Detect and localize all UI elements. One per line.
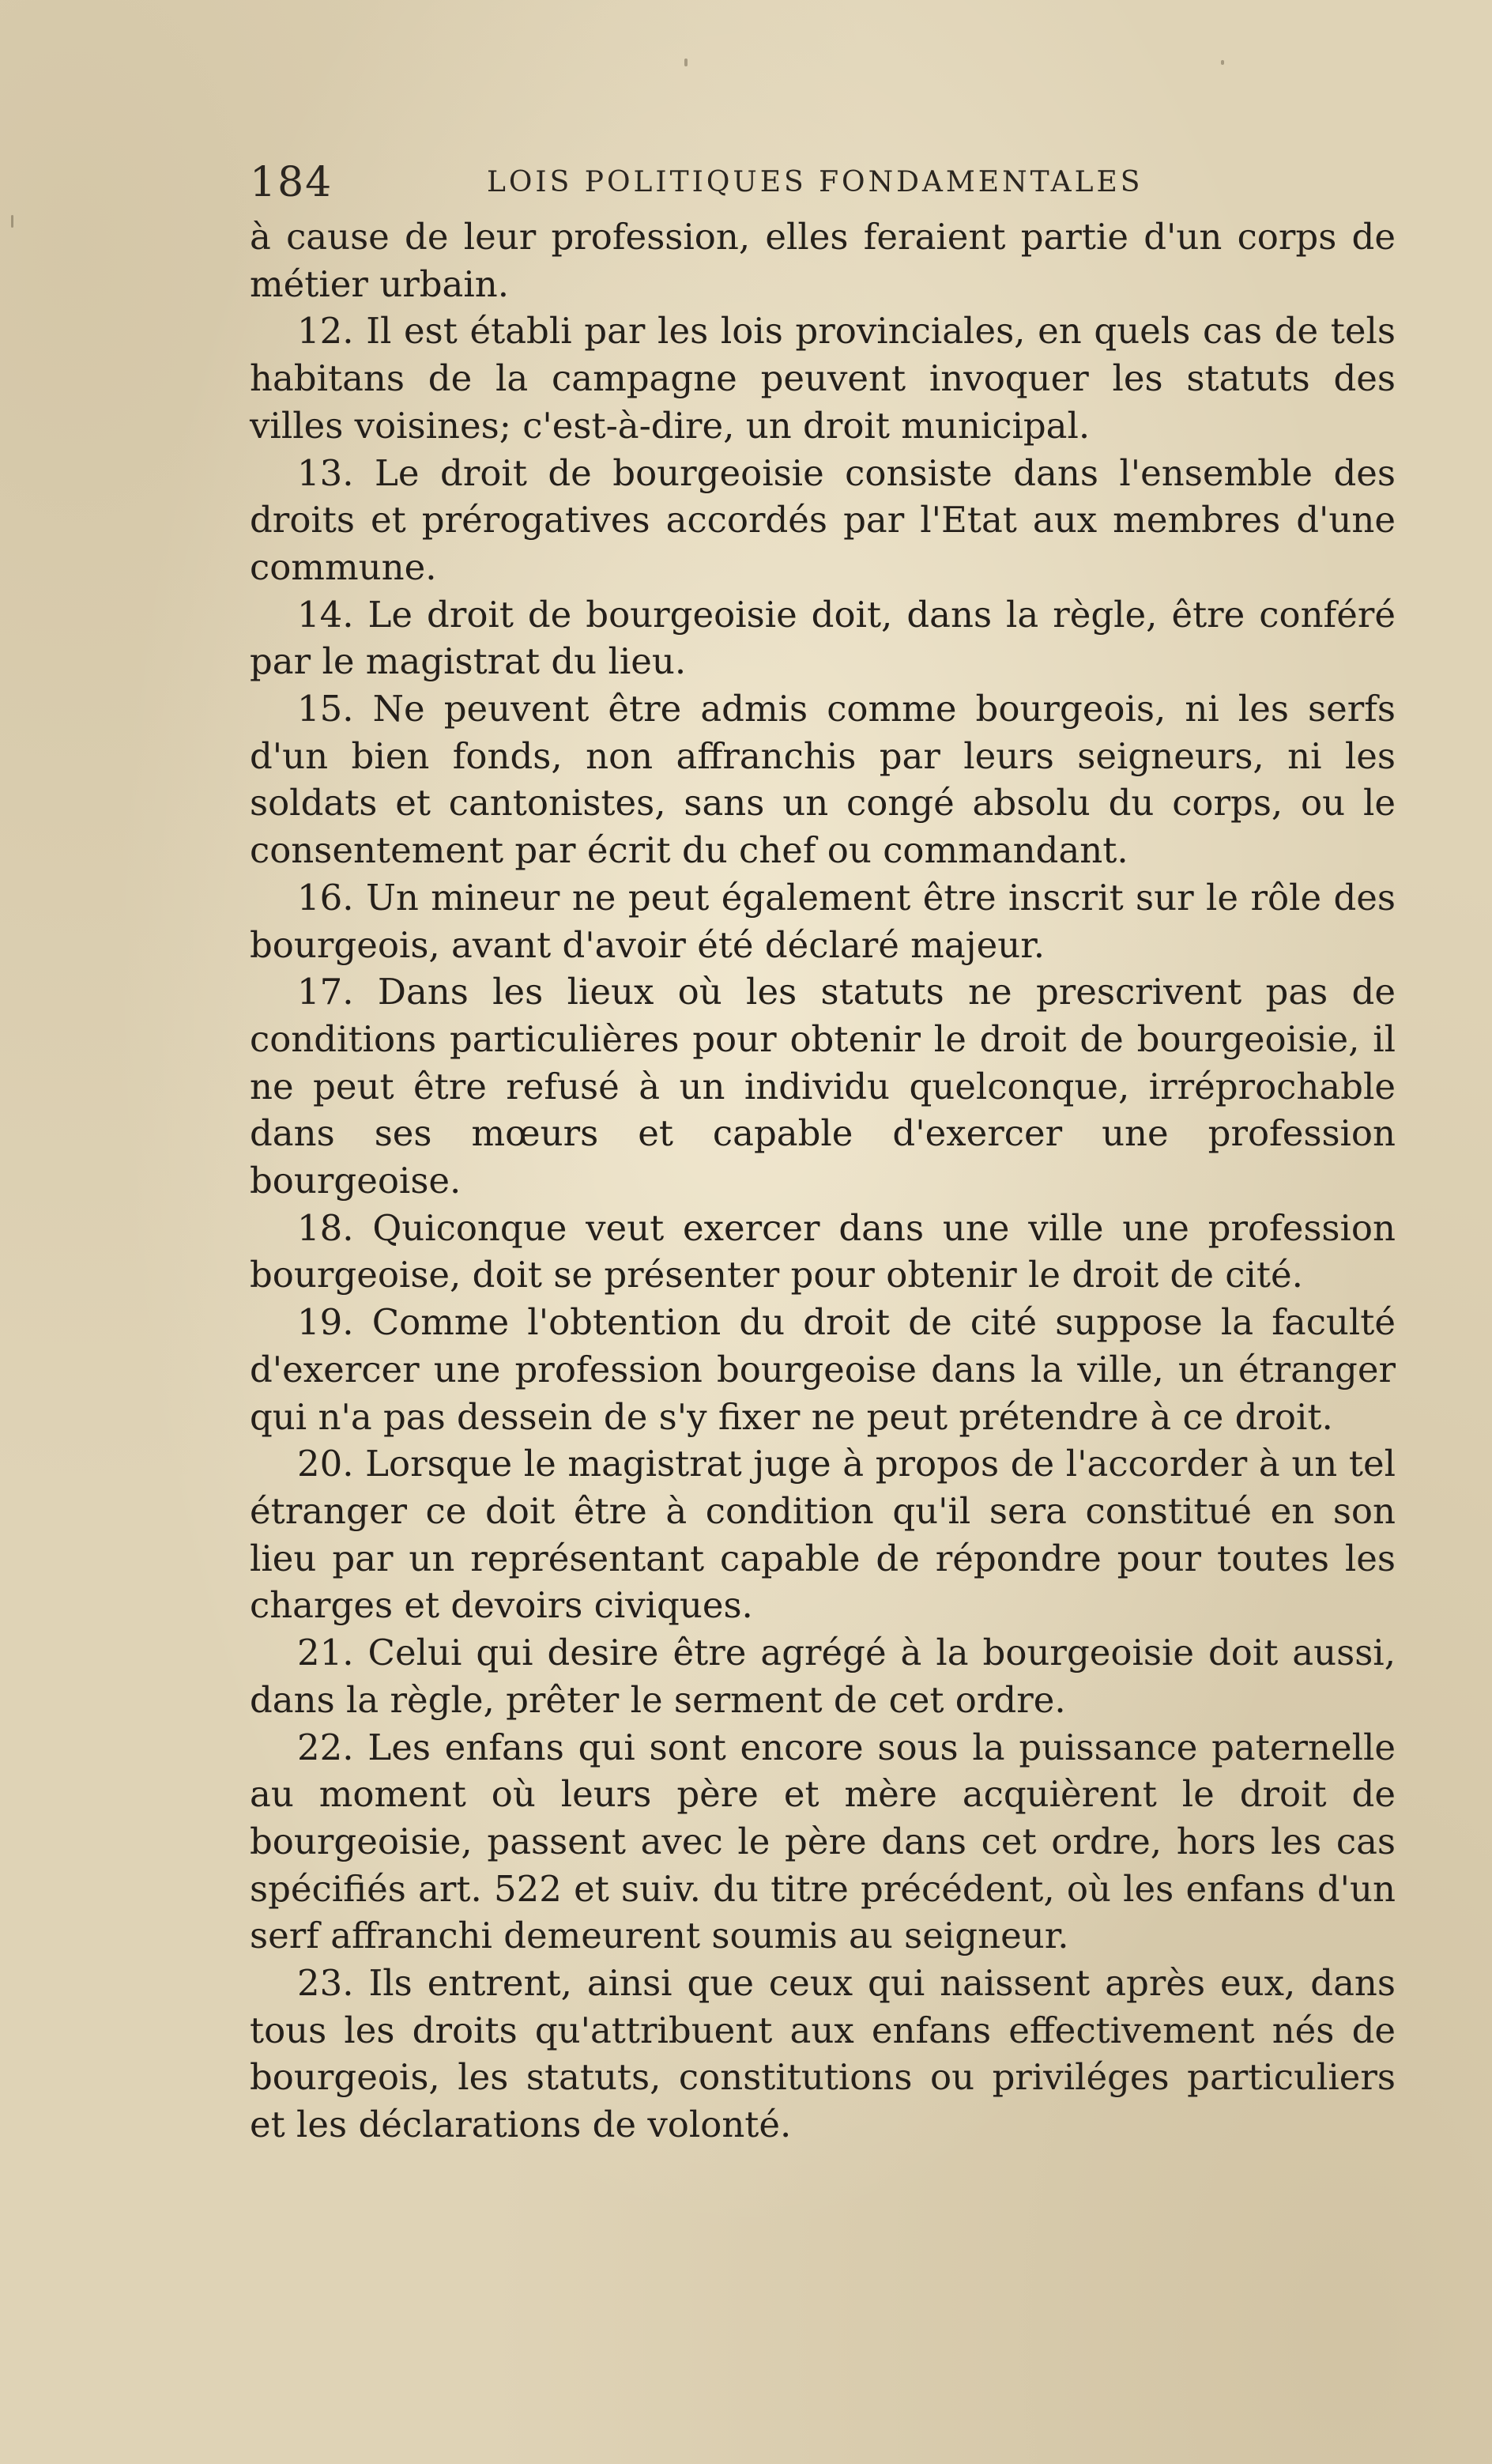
paragraph-continuation: à cause de leur profession, elles feraient partie d'un corps de métier urbain. xyxy=(250,216,1396,305)
paragraph-article-21: 21. Celui qui desire être agrégé à la bourgeoisie doit aussi, dans la règle, prêter le serment de cet ordre. xyxy=(250,1632,1396,1721)
paragraph-article-14: 14. Le droit de bourgeoisie doit, dans la règle, être conféré par le magistrat du lieu. xyxy=(250,593,1396,683)
paragraph-article-12: 12. Il est établi par les lois provinciales, en quels cas de tels habitans de la campagne peuvent invoquer les statuts des villes voisines; c'est-à-dire, un droit municipal. xyxy=(250,310,1396,447)
paragraph-article-17: 17. Dans les lieux où les statuts ne prescrivent pas de conditions particulières pour obtenir le droit de bourgeoisie, il ne peut être refusé à un individu quelconque, irréprochable dans ses mœurs et capable d'exercer une profession bourgeoise. xyxy=(250,971,1396,1202)
running-head: LOIS POLITIQUES FONDAMENTALES xyxy=(487,166,1143,198)
ink-speck xyxy=(11,215,13,228)
ink-speck xyxy=(1221,60,1224,65)
ink-speck xyxy=(684,58,688,66)
paragraph-article-19: 19. Comme l'obtention du droit de cité suppose la faculté d'exercer une profession bourgeoise dans la ville, un étranger qui n'a pas dessein de s'y fixer ne peut prétendre à ce droit. xyxy=(250,1301,1396,1438)
paragraph-article-22: 22. Les enfans qui sont encore sous la puissance paternelle au moment où leurs père et mère acquièrent le droit de bourgeoisie, passent avec le père dans cet ordre, hors les cas spécifiés art. 522 et suiv. du titre précédent, où les enfans d'un serf affranchi demeurent soumis au seigneur. xyxy=(250,1726,1396,1957)
paragraph-article-20: 20. Lorsque le magistrat juge à propos de l'accorder à un tel étranger ce doit être à condition qu'il sera constitué en son lieu par un représentant capable de répondre pour toutes les charges et devoirs civiques. xyxy=(250,1443,1396,1627)
page-number: 184 xyxy=(250,159,333,206)
paragraph-article-13: 13. Le droit de bourgeoisie consiste dans l'ensemble des droits et prérogatives accordés par l'Etat aux membres d'une commune. xyxy=(250,451,1396,588)
page-header xyxy=(250,155,1396,210)
paragraph-article-18: 18. Quiconque veut exercer dans une ville une profession bourgeoise, doit se présenter pour obtenir le droit de cité. xyxy=(250,1206,1396,1296)
paragraph-article-23: 23. Ils entrent, ainsi que ceux qui naissent après eux, dans tous les droits qu'attribuent aux enfans effectivement nés de bourgeois, les statuts, constitutions ou priviléges particuliers et les déclarations de volonté. xyxy=(250,1962,1396,2146)
body-text xyxy=(250,213,1396,2149)
paragraph-article-16: 16. Un mineur ne peut également être inscrit sur le rôle des bourgeois, avant d'avoir été déclaré majeur. xyxy=(250,876,1396,966)
paragraph-article-15: 15. Ne peuvent être admis comme bourgeois, ni les serfs d'un bien fonds, non affranchis par leurs seigneurs, ni les soldats et cantonistes, sans un congé absolu du corps, ou le consentement par écrit du chef ou commandant. xyxy=(250,688,1396,872)
